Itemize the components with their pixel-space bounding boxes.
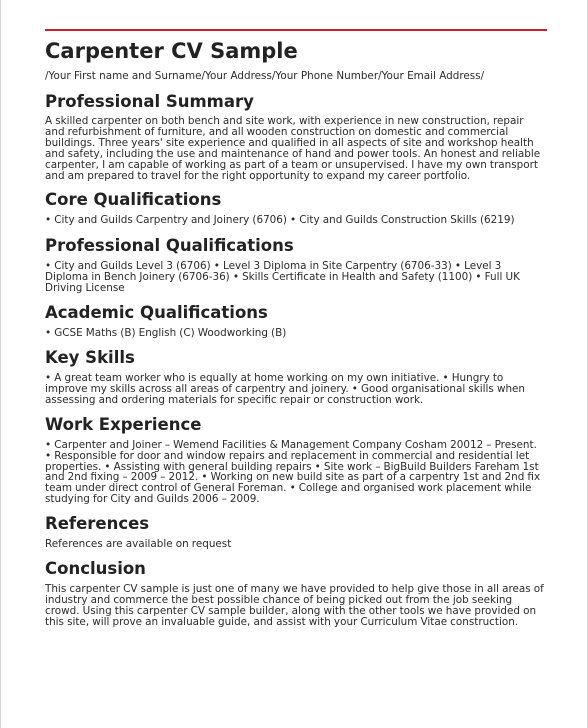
section-heading-professional-qualifications: Professional Qualifications [45, 236, 294, 256]
section-heading-references: References [45, 514, 150, 534]
section-body-key-skills: • A great team worker who is equally at home working on my own initiative. • Hungry to improve my skills across all areas of carpentry and joinery. • Good organisational skills when assessing and ordering materials for specific repair or construction work. [45, 371, 526, 406]
section-body-references: References are available on request [45, 538, 232, 551]
contact-line: /Your First name and Surname/Your Address/Your Phone Number/Your Email Address/ [45, 70, 485, 82]
section-heading-professional-summary: Professional Summary [45, 92, 254, 111]
section-heading-conclusion: Conclusion [45, 559, 146, 579]
section-body-professional-summary: A skilled carpenter on both bench and site work, with experience in new construction, repair and refurbishment of furniture, and all wooden construction on domestic and commercial buildings. Three years' site experience and qualified in all aspects of site and workshop health and safety, including the use and maintenance of hand and power tools. An honest and reliable carpenter, I am capable of working as part of a team or unsupervised. I have my own transport and am prepared to travel for the right opportunity to expand my career portfolio. [45, 115, 541, 182]
section-heading-key-skills: Key Skills [45, 347, 135, 367]
top-accent-rule [45, 29, 547, 31]
section-heading-work-experience: Work Experience [45, 414, 202, 434]
section-body-academic-qualifications: • GCSE Maths (B) English (C) Woodworking (B) [45, 327, 287, 340]
section-body-core-qualifications: • City and Guilds Carpentry and Joinery (6706) • City and Guilds Construction Skills (6219) [45, 214, 515, 227]
page-title: Carpenter CV Sample [45, 39, 298, 63]
section-body-work-experience: • Carpenter and Joiner – Wemend Facilities & Management Company Cosham 20012 – Present. • Responsible for door and window repairs and replacement in commercial and residential let properties. • Assisting with general building repairs • Site work – BigBuild Builders Fareham 1st and 2nd fixing – 2009 – 2012. • Working on new build site as part of a carpentry 1st and 2nd fix team under direct control of General Foreman. • College and organised work placement while studying for City and Guilds 2006 – 2009. [45, 438, 541, 506]
section-heading-core-qualifications: Core Qualifications [45, 190, 222, 210]
section-body-conclusion: This carpenter CV sample is just one of many we have provided to help give those in all areas of industry and commerce the best possible chance of being picked out from the job seeking crowd. Using this carpenter CV sample builder, along with the other tools we have provided on this site, will prove an invaluable guide, and assist with your Curriculum Vitae construction. [45, 583, 544, 628]
cv-content [45, 36, 545, 628]
section-heading-academic-qualifications: Academic Qualifications [45, 303, 268, 323]
section-body-professional-qualifications: • City and Guilds Level 3 (6706) • Level 3 Diploma in Site Carpentry (6706-33) • Level 3 Diploma in Bench Joinery (6706-36) • Skills Certificate in Health and Safety (1100) • Full UK Driving License [45, 260, 520, 295]
